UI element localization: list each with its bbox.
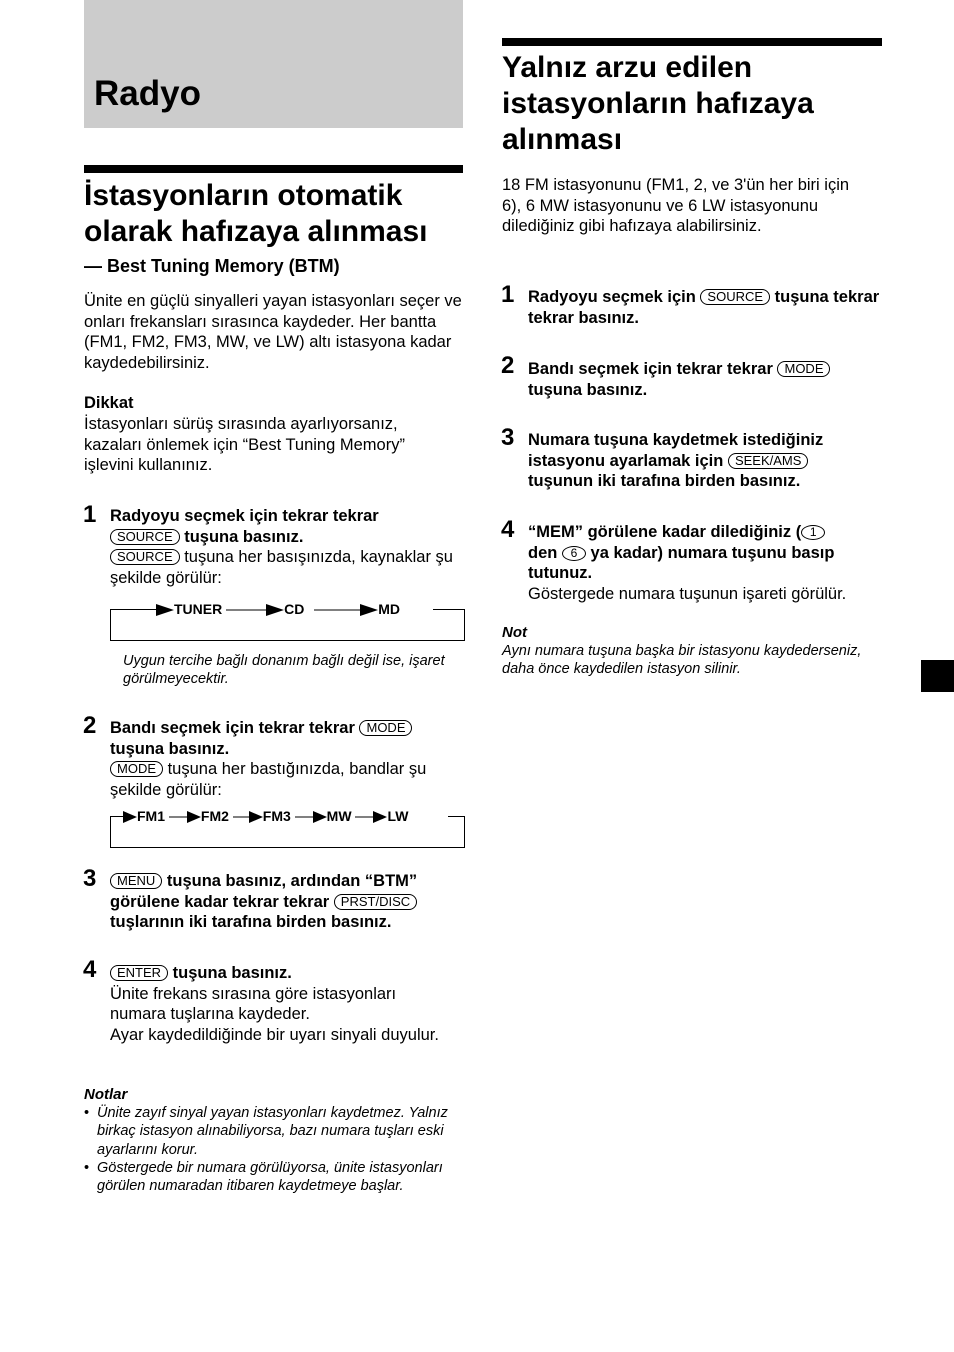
right-step1-number: 1	[501, 281, 515, 308]
left-step4-number: 4	[83, 956, 97, 983]
caution-text: İstasyonları sürüş sırasında ayarlıyorsanız, kazaları önlemek için “Best Tuning Memory” işlevini kullanınız.	[84, 415, 405, 474]
flow-item-md: MD	[378, 601, 401, 617]
note-item: • Göstergede bir numara görülüyorsa, ünite istasyonları görülen numaradan itibaren kaydetmeye başlar.	[84, 1159, 454, 1196]
right-step3-text-b: tuşunun iki tarafına birden basınız.	[528, 472, 801, 490]
note-item: • Ünite zayıf sinyal yayan istasyonları kaydetmez. Yalnız birkaç istasyon alınabiliyorsa, bazı numara tuşları eski ayarlarını korur.	[84, 1104, 454, 1159]
right-step1-text-a: Radyoyu seçmek için	[528, 288, 696, 306]
note-title: Not	[502, 624, 527, 641]
preset-key-6: 6	[562, 546, 586, 561]
prst-disc-key: PRST/DISC	[334, 894, 417, 910]
source-key: SOURCE	[110, 529, 180, 545]
flow-line	[433, 609, 464, 610]
flow-item-tuner: TUNER	[174, 601, 223, 617]
mode-key: MODE	[359, 720, 412, 736]
arrow-right-icon	[156, 604, 174, 616]
right-step3	[528, 430, 868, 492]
left-subheading: — Best Tuning Memory (BTM)	[84, 256, 340, 276]
right-step1	[528, 287, 883, 328]
flow-item-cd: CD	[284, 601, 305, 617]
right-heading: Yalnız arzu edilen istasyonların hafızaya alınması	[502, 51, 814, 156]
arrow-right-icon	[314, 604, 378, 616]
flow-line	[448, 816, 464, 817]
mode-key: MODE	[110, 761, 163, 777]
flow-line	[110, 609, 156, 610]
section-title: Radyo	[94, 74, 201, 113]
flow-line	[110, 816, 124, 817]
arrow-right-icon	[123, 811, 137, 823]
left-heading: İstasyonların otomatik olarak hafızaya alınması	[84, 179, 428, 248]
seek-ams-key: SEEK/AMS	[728, 453, 808, 469]
heading-rule-left	[84, 165, 463, 173]
left-step2-text-c: tuşuna her bastığınızda, bandlar şu şekilde görülür:	[110, 760, 427, 799]
chapter-tab-marker	[921, 660, 954, 692]
source-key: SOURCE	[700, 289, 770, 305]
right-step1-text-b: tuşuna tekrar tekrar basınız.	[528, 288, 880, 327]
flow-note: Uygun tercihe bağlı donanım bağlı değil ise, işaret görülmeyecektir.	[123, 653, 445, 688]
source-flow	[156, 601, 400, 617]
right-step2-text-a: Bandı seçmek için tekrar tekrar	[528, 360, 773, 378]
left-step3	[110, 871, 465, 933]
menu-key: MENU	[110, 873, 162, 889]
left-step1-number: 1	[83, 501, 97, 528]
arrow-right-icon	[295, 811, 327, 823]
left-step1-text-b: tuşuna basınız.	[184, 527, 304, 546]
note-text: Aynı numara tuşuna başka bir istasyonu kaydederseniz, daha önce kaydedilen istasyon silinir.	[502, 643, 862, 678]
right-step2-text-b: tuşuna basınız.	[528, 380, 648, 399]
left-step1-text-a: Radyoyu seçmek için tekrar tekrar	[110, 507, 379, 525]
arrow-right-icon	[169, 811, 201, 823]
right-intro: 18 FM istasyonunu (FM1, 2, ve 3'ün her biri için 6), 6 MW istasyonunu ve 6 LW istasyonunu dilediğiniz gibi hafızaya alabilirsiniz.	[502, 176, 850, 235]
right-step4	[528, 522, 888, 604]
right-step4-text-b: den	[528, 543, 558, 562]
left-step4	[110, 963, 440, 1045]
band-flow	[123, 808, 408, 824]
left-intro: Ünite en güçlü sinyalleri yayan istasyonları seçer ve onları frekansları sırasınca kaydeder. Her bantta (FM1, FM2, FM3, MW, ve LW) altı istasyona kadar kaydedebilirsiniz.	[84, 292, 462, 372]
enter-key: ENTER	[110, 965, 168, 981]
right-step2-number: 2	[501, 352, 515, 379]
left-step2-text-b: tuşuna basınız.	[110, 739, 230, 758]
arrow-right-icon	[226, 604, 284, 616]
right-step4-text-a: “MEM” görülene kadar dilediğiniz (	[528, 523, 802, 541]
left-step4-text-a: tuşuna basınız.	[172, 964, 292, 982]
left-step3-text-a: tuşuna basınız, ardından “BTM” görülene kadar tekrar tekrar	[110, 872, 418, 911]
mode-key: MODE	[777, 361, 830, 377]
right-step2	[528, 359, 883, 400]
left-step3-number: 3	[83, 865, 97, 892]
left-step4-text-c: Ayar kaydedildiğinde bir uyarı sinyali duyulur.	[110, 1025, 439, 1044]
caution-title: Dikkat	[84, 394, 134, 412]
right-step3-number: 3	[501, 424, 515, 451]
right-step4-text-c: ya kadar) numara tuşunu basıp tutunuz.	[528, 543, 835, 582]
right-step4-number: 4	[501, 516, 515, 543]
preset-key-1: 1	[801, 525, 825, 540]
left-step2-text-a: Bandı seçmek için tekrar tekrar	[110, 719, 355, 737]
left-step1	[110, 506, 465, 588]
flow-item-lw: LW	[387, 808, 409, 824]
flow-item-fm1: FM1	[137, 808, 165, 824]
flow-item-fm2: FM2	[200, 808, 229, 824]
heading-rule-right	[502, 38, 882, 46]
right-step4-text-d: Göstergede numara tuşunun işareti görülür.	[528, 584, 847, 603]
left-step1-text-c: tuşuna her basışınızda, kaynaklar şu şekilde görülür:	[110, 548, 453, 587]
arrow-right-icon	[355, 811, 387, 823]
flow-item-fm3: FM3	[262, 808, 291, 824]
right-step3-text-a: Numara tuşuna kaydetmek istediğiniz istasyonu ayarlamak için	[528, 431, 824, 470]
left-step2	[110, 718, 465, 800]
notes-title: Notlar	[84, 1086, 128, 1103]
left-step3-text-b: tuşlarının iki tarafına birden basınız.	[110, 913, 392, 931]
flow-item-mw: MW	[326, 808, 352, 824]
left-step4-text-b: Ünite frekans sırasına göre istasyonları numara tuşlarına kaydeder.	[110, 984, 397, 1023]
source-key: SOURCE	[110, 549, 180, 565]
notes-list	[84, 1104, 454, 1195]
left-step2-number: 2	[83, 712, 97, 739]
arrow-right-icon	[233, 811, 263, 823]
